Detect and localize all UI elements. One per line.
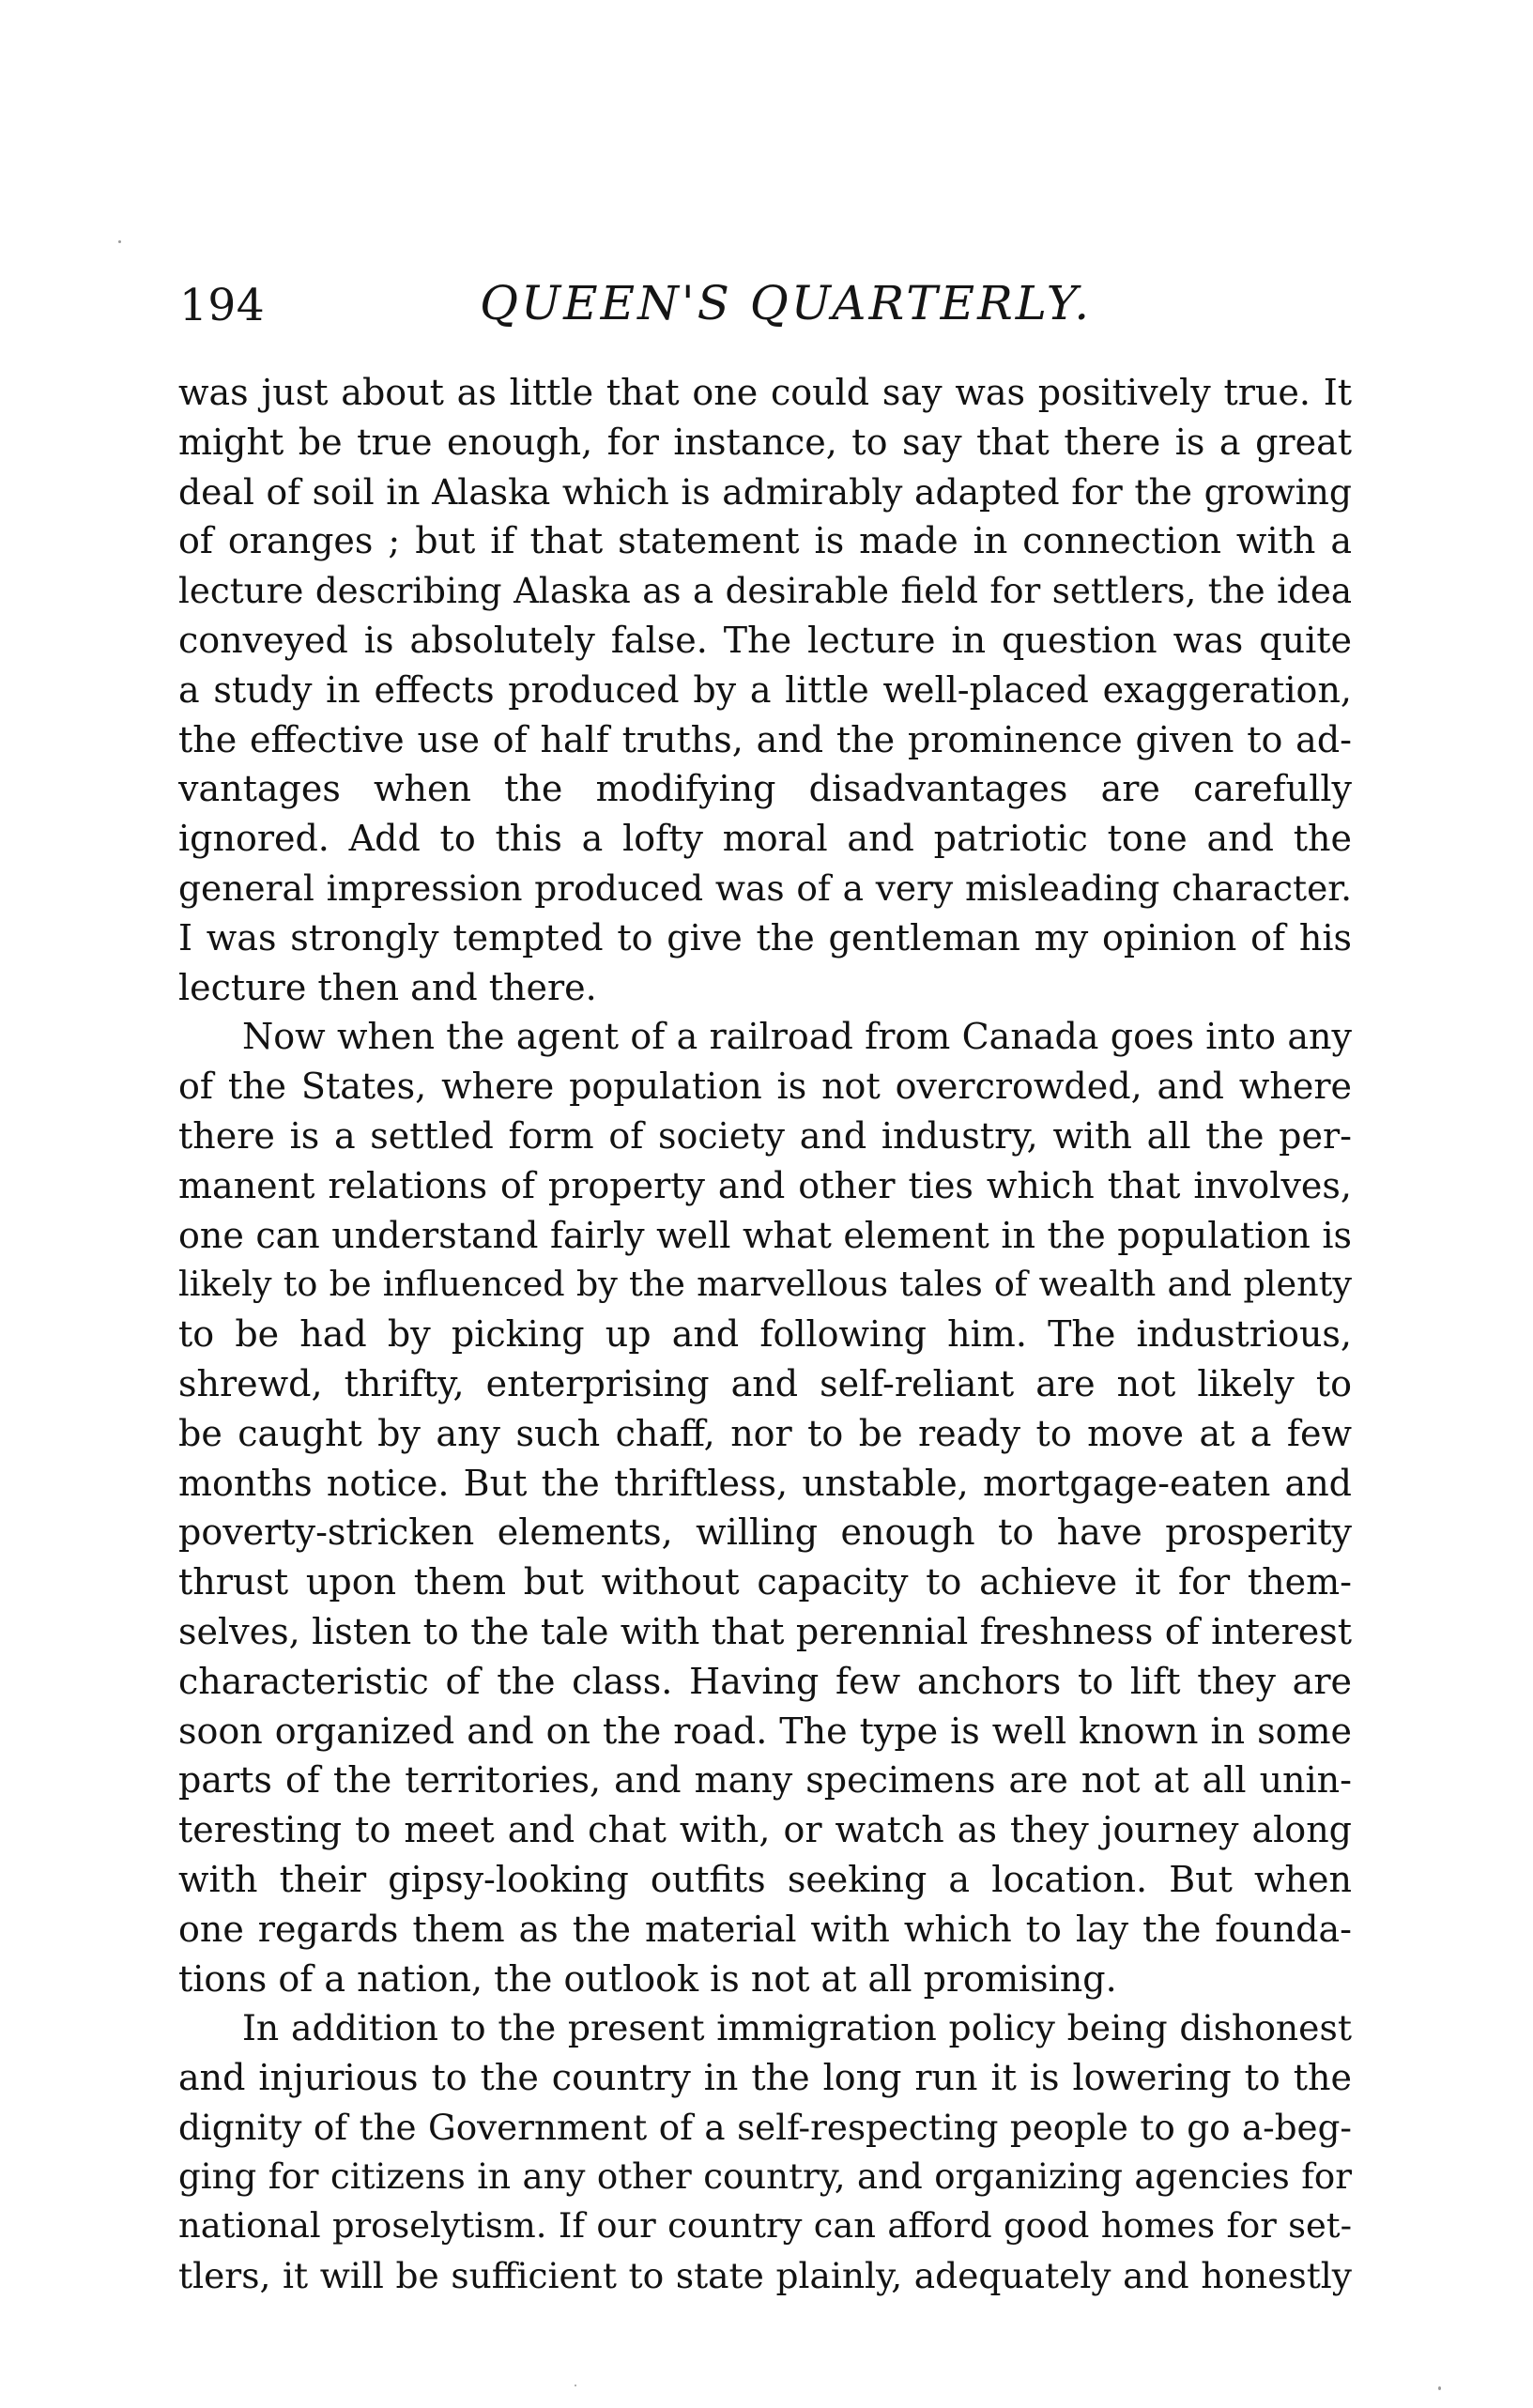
scan-speck [575, 2385, 576, 2386]
paragraph-start-line: In addition to the present immigration policy being dishonest [242, 2007, 1352, 2049]
text-line: lecture describing Alaska as a desirable field for settlers, the idea [178, 570, 1352, 612]
running-head [179, 274, 1362, 349]
text-line: teresting to meet and chat with, or watch as they journey along [178, 1809, 1352, 1851]
text-line: manent relations of property and other ties which that involves, [178, 1164, 1352, 1206]
text-line: months notice. But the thriftless, unstable, mortgage-eaten and [178, 1462, 1352, 1504]
scan-speck [118, 240, 121, 243]
text-line: likely to be influenced by the marvellous tales of wealth and plenty [178, 1264, 1352, 1305]
text-line: was just about as little that one could say was positively true. It [178, 372, 1352, 413]
text-line: might be true enough, for instance, to say that there is a great [178, 421, 1352, 463]
text-line: I was strongly tempted to give the gentleman my opinion of his [178, 916, 1352, 959]
text-line: of the States, where population is not overcrowded, and where [178, 1066, 1352, 1108]
text-line: a study in effects produced by a little well-placed exaggeration, [178, 668, 1352, 711]
text-line: ging for citizens in any other country, and organizing agencies for [178, 2155, 1352, 2197]
text-line: shrewd, thrifty, enterprising and self-reliant are not likely to [178, 1362, 1352, 1404]
paragraph-end-line: lecture then and there. [178, 966, 597, 1008]
scan-speck [1438, 2386, 1441, 2390]
text-line: soon organized and on the road. The type is well known in some [178, 1710, 1352, 1752]
text-line: parts of the territories, and many specimens are not at all unin- [178, 1759, 1352, 1802]
text-line: ignored. Add to this a lofty moral and patriotic tone and the [178, 818, 1352, 860]
text-line: be caught by any such chaff, nor to be ready to move at a few [178, 1412, 1352, 1454]
text-line: characteristic of the class. Having few anchors to lift they are [178, 1660, 1352, 1702]
text-line: dignity of the Government of a self-respecting people to go a-beg- [178, 2106, 1352, 2148]
text-line: national proselytism. If our country can afford good homes for set- [178, 2205, 1352, 2247]
text-line: one can understand fairly well what element in the population is [178, 1214, 1352, 1256]
text-line: the effective use of half truths, and the prominence given to ad- [178, 718, 1352, 760]
journal-title: QUEEN'S QUARTERLY. [480, 276, 1093, 330]
text-line: general impression produced was of a very misleading character. [178, 867, 1352, 909]
text-line: selves, listen to the tale with that perennial freshness of interest [178, 1610, 1352, 1652]
body-text [178, 368, 1352, 2301]
paragraph-end-line: tions of a nation, the outlook is not at all promising. [178, 1957, 1117, 2000]
text-line: there is a settled form of society and industry, with all the per- [178, 1114, 1352, 1157]
paragraph-start-line: Now when the agent of a railroad from Canada goes into any [242, 1016, 1352, 1058]
page-number: 194 [179, 280, 266, 331]
text-line: vantages when the modifying disadvantages are carefully [178, 768, 1352, 810]
text-line: of oranges ; but if that statement is made in connection with a [178, 520, 1352, 562]
text-line: poverty-stricken elements, willing enough to have prosperity [178, 1511, 1352, 1554]
text-line: deal of soil in Alaska which is admirably adapted for the growing [178, 470, 1352, 513]
text-line: with their gipsy-looking outfits seeking a location. But when [178, 1858, 1352, 1900]
text-line: one regards them as the material with which to lay the founda- [178, 1908, 1352, 1950]
text-line: tlers, it will be sufficient to state plainly, adequately and honestly [178, 2255, 1352, 2297]
text-line: conveyed is absolutely false. The lecture in question was quite [178, 619, 1352, 661]
text-line: thrust upon them but without capacity to achieve it for them- [178, 1561, 1352, 1603]
text-line: to be had by picking up and following him. The industrious, [178, 1313, 1352, 1356]
text-line: and injurious to the country in the long run it is lowering to the [178, 2057, 1352, 2099]
